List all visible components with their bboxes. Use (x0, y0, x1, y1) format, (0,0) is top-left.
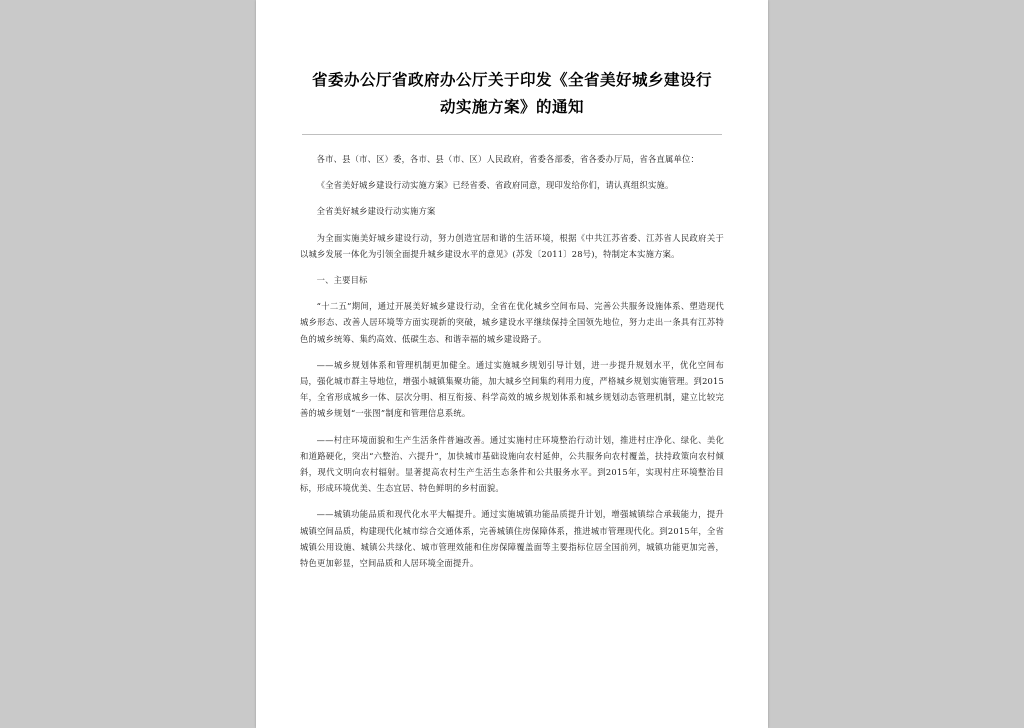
paragraph-town-function: ——城镇功能品质和现代化水平大幅提升。通过实施城镇功能品质提升计划，增强城镇综合承载能力，提升城镇空间品质，构建现代化城市综合交通体系，完善城镇住房保障体系，推进城市管理现代化。到2015年，全省城镇公用设施、城镇公共绿化、城市管理效能和住房保障覆盖面等主要指标位居全国前列，城镇功能更加完善，特色更加彰显，空间品质和人居环境全面提升。 (300, 509, 724, 569)
paragraph-recipients: 各市、县（市、区）委，各市、县（市、区）人民政府，省委各部委，省各委办厅局，省各直属单位： (316, 154, 699, 164)
paragraph-plan-heading: 全省美好城乡建设行动实施方案 (316, 206, 436, 217)
paragraph-basis: 为全面实施美好城乡建设行动，努力创造宜居和谐的生活环境，根据《中共江苏省委、江苏省人民政府关于以城乡发展一体化为引领全面提升城乡建设水平的意见》(苏发〔2011〕28号)，特制定本实施方案。 (300, 232, 724, 259)
paragraph-issuance: 《全省美好城乡建设行动实施方案》已经省委、省政府同意，现印发给你们，请认真组织实施。 (316, 180, 674, 191)
document-page (256, 0, 768, 728)
paragraph-village-environment: ——村庄环境面貌和生产生活条件普遍改善。通过实施村庄环境整治行动计划，推进村庄净化、绿化、美化和道路硬化，突出“六整治、六提升”，加快城市基础设施向农村延伸，公共服务向农村覆盖，扶持政策向农村倾斜，现代文明向农村辐射。显著提高农村生产生活生态条件和公共服务水平。到2015年，实现村庄环境整治目标，形成环境优美、生态宜居、特色鲜明的乡村面貌。 (300, 434, 724, 494)
document-body (300, 151, 724, 571)
section-heading-main-goals: 一、主要目标 (316, 275, 368, 286)
paragraph-12th-five-year: “十二五”期间，通过开展美好城乡建设行动，全省在优化城乡空间布局、完善公共服务设施体系、塑造现代城乡形态、改善人居环境等方面实现新的突破，城乡建设水平继续保持全国领先地位，努力走出一条具有江苏特色的城乡统筹、集约高效、低碳生态、和谐幸福的城乡建设路子。 (300, 301, 724, 344)
paragraph-planning-system: ——城乡规划体系和管理机制更加健全。通过实施城乡规划引导计划，进一步提升规划水平，优化空间布局，强化城市群主导地位，增强小城镇集聚功能，加大城乡空间集约利用力度，严格城乡规划实施管理。到2015年，全省形成城乡一体、层次分明、相互衔接、科学高效的城乡规划体系和城乡规划动态管理机制，建立比较完善的城乡规划“一张图”制度和管理信息系统。 (300, 359, 724, 419)
page-title: 省委办公厅省政府办公厅关于印发《全省美好城乡建设行动实施方案》的通知 (311, 70, 712, 116)
title-divider (302, 134, 722, 135)
